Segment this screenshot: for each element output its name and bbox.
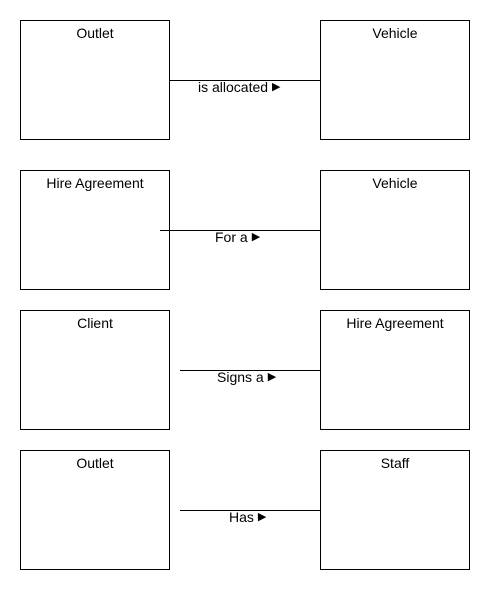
entity-title: Outlet [76, 455, 114, 471]
entity-vehicle[interactable] [320, 20, 470, 140]
relationship-label [198, 79, 281, 95]
direction-arrow-icon: ▶ [251, 231, 261, 243]
direction-arrow-icon: ▶ [257, 511, 267, 523]
entity-vehicle[interactable] [320, 170, 470, 290]
relationship-name: Has [229, 509, 254, 525]
relationship-label [217, 369, 276, 385]
entity-title: Hire Agreement [46, 175, 144, 191]
entity-title: Hire Agreement [346, 315, 444, 331]
entity-title: Vehicle [372, 175, 418, 191]
entity-title: Vehicle [372, 25, 418, 41]
relationship-label [215, 229, 260, 245]
relationship-name: Signs a [217, 369, 264, 385]
relationship-name: is allocated [198, 79, 269, 95]
entity-hire-agreement[interactable] [320, 310, 470, 430]
relationship-name: For a [215, 229, 248, 245]
direction-arrow-icon: ▶ [272, 81, 281, 93]
direction-arrow-icon: ▶ [267, 371, 277, 383]
entity-outlet[interactable] [20, 450, 170, 570]
entity-hire-agreement[interactable] [20, 170, 170, 290]
entity-title: Outlet [76, 25, 114, 41]
entity-staff[interactable] [320, 450, 470, 570]
entity-outlet[interactable] [20, 20, 170, 140]
relationship-label [229, 509, 266, 525]
entity-client[interactable] [20, 310, 170, 430]
entity-title: Staff [380, 455, 410, 471]
entity-title: Client [77, 315, 113, 331]
